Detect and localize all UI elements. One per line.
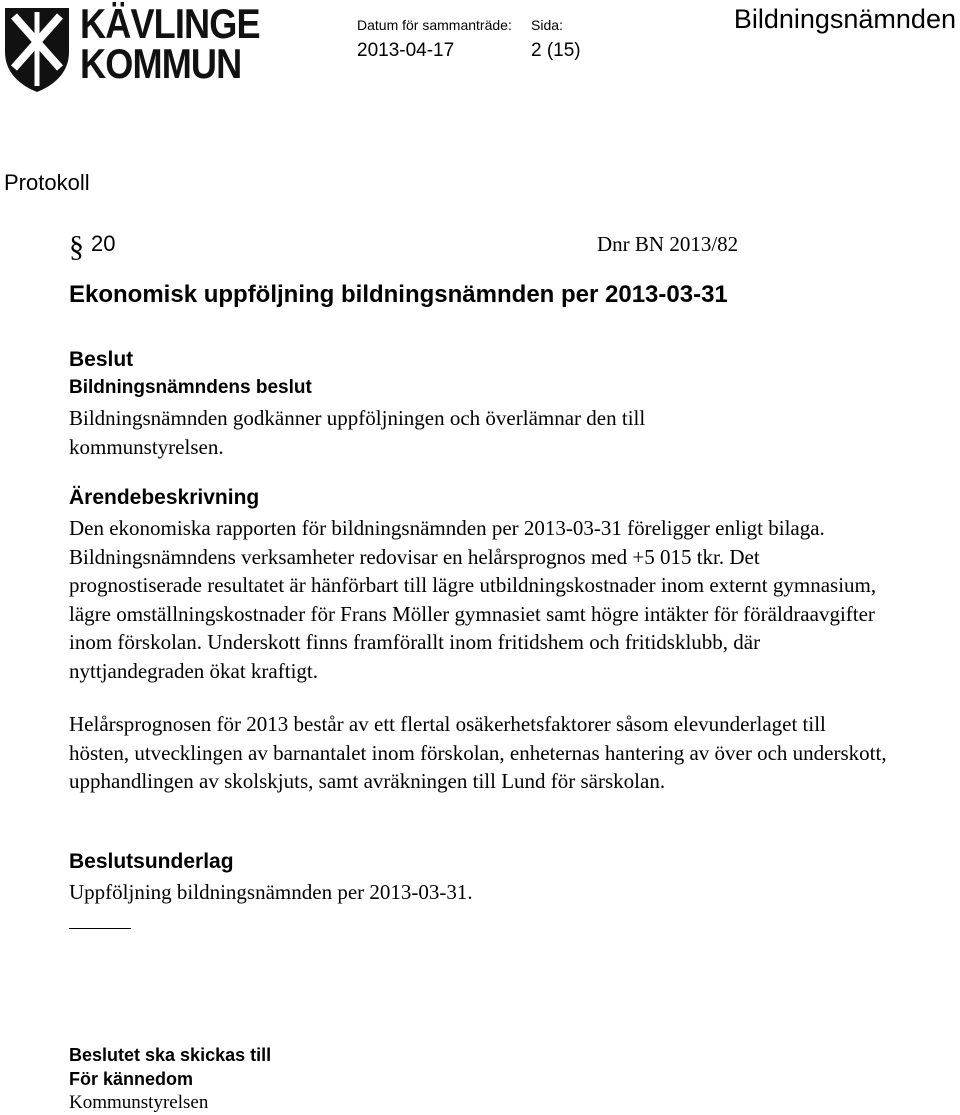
distribution-subheading: För kännedom [69, 1069, 194, 1089]
paragraph-symbol: § [69, 230, 84, 263]
beslutsunderlag-heading: Beslutsunderlag [69, 850, 234, 873]
logo-wordmark [80, 0, 260, 87]
committee-name: Bildningsnämnden [733, 4, 956, 34]
page-label: Sida: [531, 17, 563, 33]
logo-line-2: KOMMUN [80, 40, 242, 87]
page-value: 2 (15) [531, 40, 581, 61]
meeting-date-value: 2013-04-17 [357, 40, 455, 61]
arendebeskrivning-paragraph-1: Den ekonomiska rapporten för bildningsnämnden per 2013-03-31 föreligger enligt bilaga. Bildningsnämndens verksamheter redovisar en helårsprognos med +5 015 tkr. Det prognostiserade resultatet är hänförbart till lägre utbildningskostnader inom externt gymnasium, lägre omställningskostnader för Frans Möller gymnasiet samt högre intäkter för föräldraavgifter inom förskolan. Underskott finns framförallt inom fritidshem och fritidsklubb, där nyttjandegraden ökat kraftigt. [69, 516, 877, 683]
paragraph-number: 20 [91, 231, 116, 256]
arendebeskrivning-text [69, 514, 889, 685]
meeting-date-label: Datum för sammanträde: [357, 17, 512, 33]
coat-of-arms-icon [2, 6, 72, 94]
arendebeskrivning-paragraph-2: Helårsprognosen för 2013 består av ett flertal osäkerhetsfaktorer såsom elevunderlaget till hösten, utvecklingen av barnantalet inom förskolan, enheternas hantering av över och underskott, upphandlingen av skolskjuts, samt avräkningen till Lund för särskolan. [69, 712, 887, 793]
divider [69, 928, 131, 929]
beslutsunderlag-text [69, 878, 899, 907]
beslutsunderlag-paragraph: Uppföljning bildningsnämnden per 2013-03-31. [69, 880, 473, 904]
beslut-paragraph: Bildningsnämnden godkänner uppföljningen och överlämnar den till kommunstyrelsen. [69, 406, 646, 459]
document-type: Protokoll [4, 170, 90, 195]
distribution-recipient: Kommunstyrelsen [69, 1092, 209, 1113]
logo-line-1: KÄVLINGE [80, 0, 260, 47]
distribution-heading: Beslutet ska skickas till [69, 1045, 272, 1065]
beslut-heading: Beslut [69, 348, 134, 371]
diary-number: Dnr BN 2013/82 [597, 232, 739, 256]
municipality-logo [2, 0, 260, 96]
beslut-subheading: Bildningsnämndens beslut [69, 377, 312, 398]
arendebeskrivning-text-2 [69, 710, 889, 796]
arendebeskrivning-heading: Ärendebeskrivning [69, 486, 260, 509]
page-title: Ekonomisk uppföljning bildningsnämnden per 2013-03-31 [69, 281, 728, 308]
section-header [69, 230, 769, 262]
beslut-text [69, 404, 759, 461]
